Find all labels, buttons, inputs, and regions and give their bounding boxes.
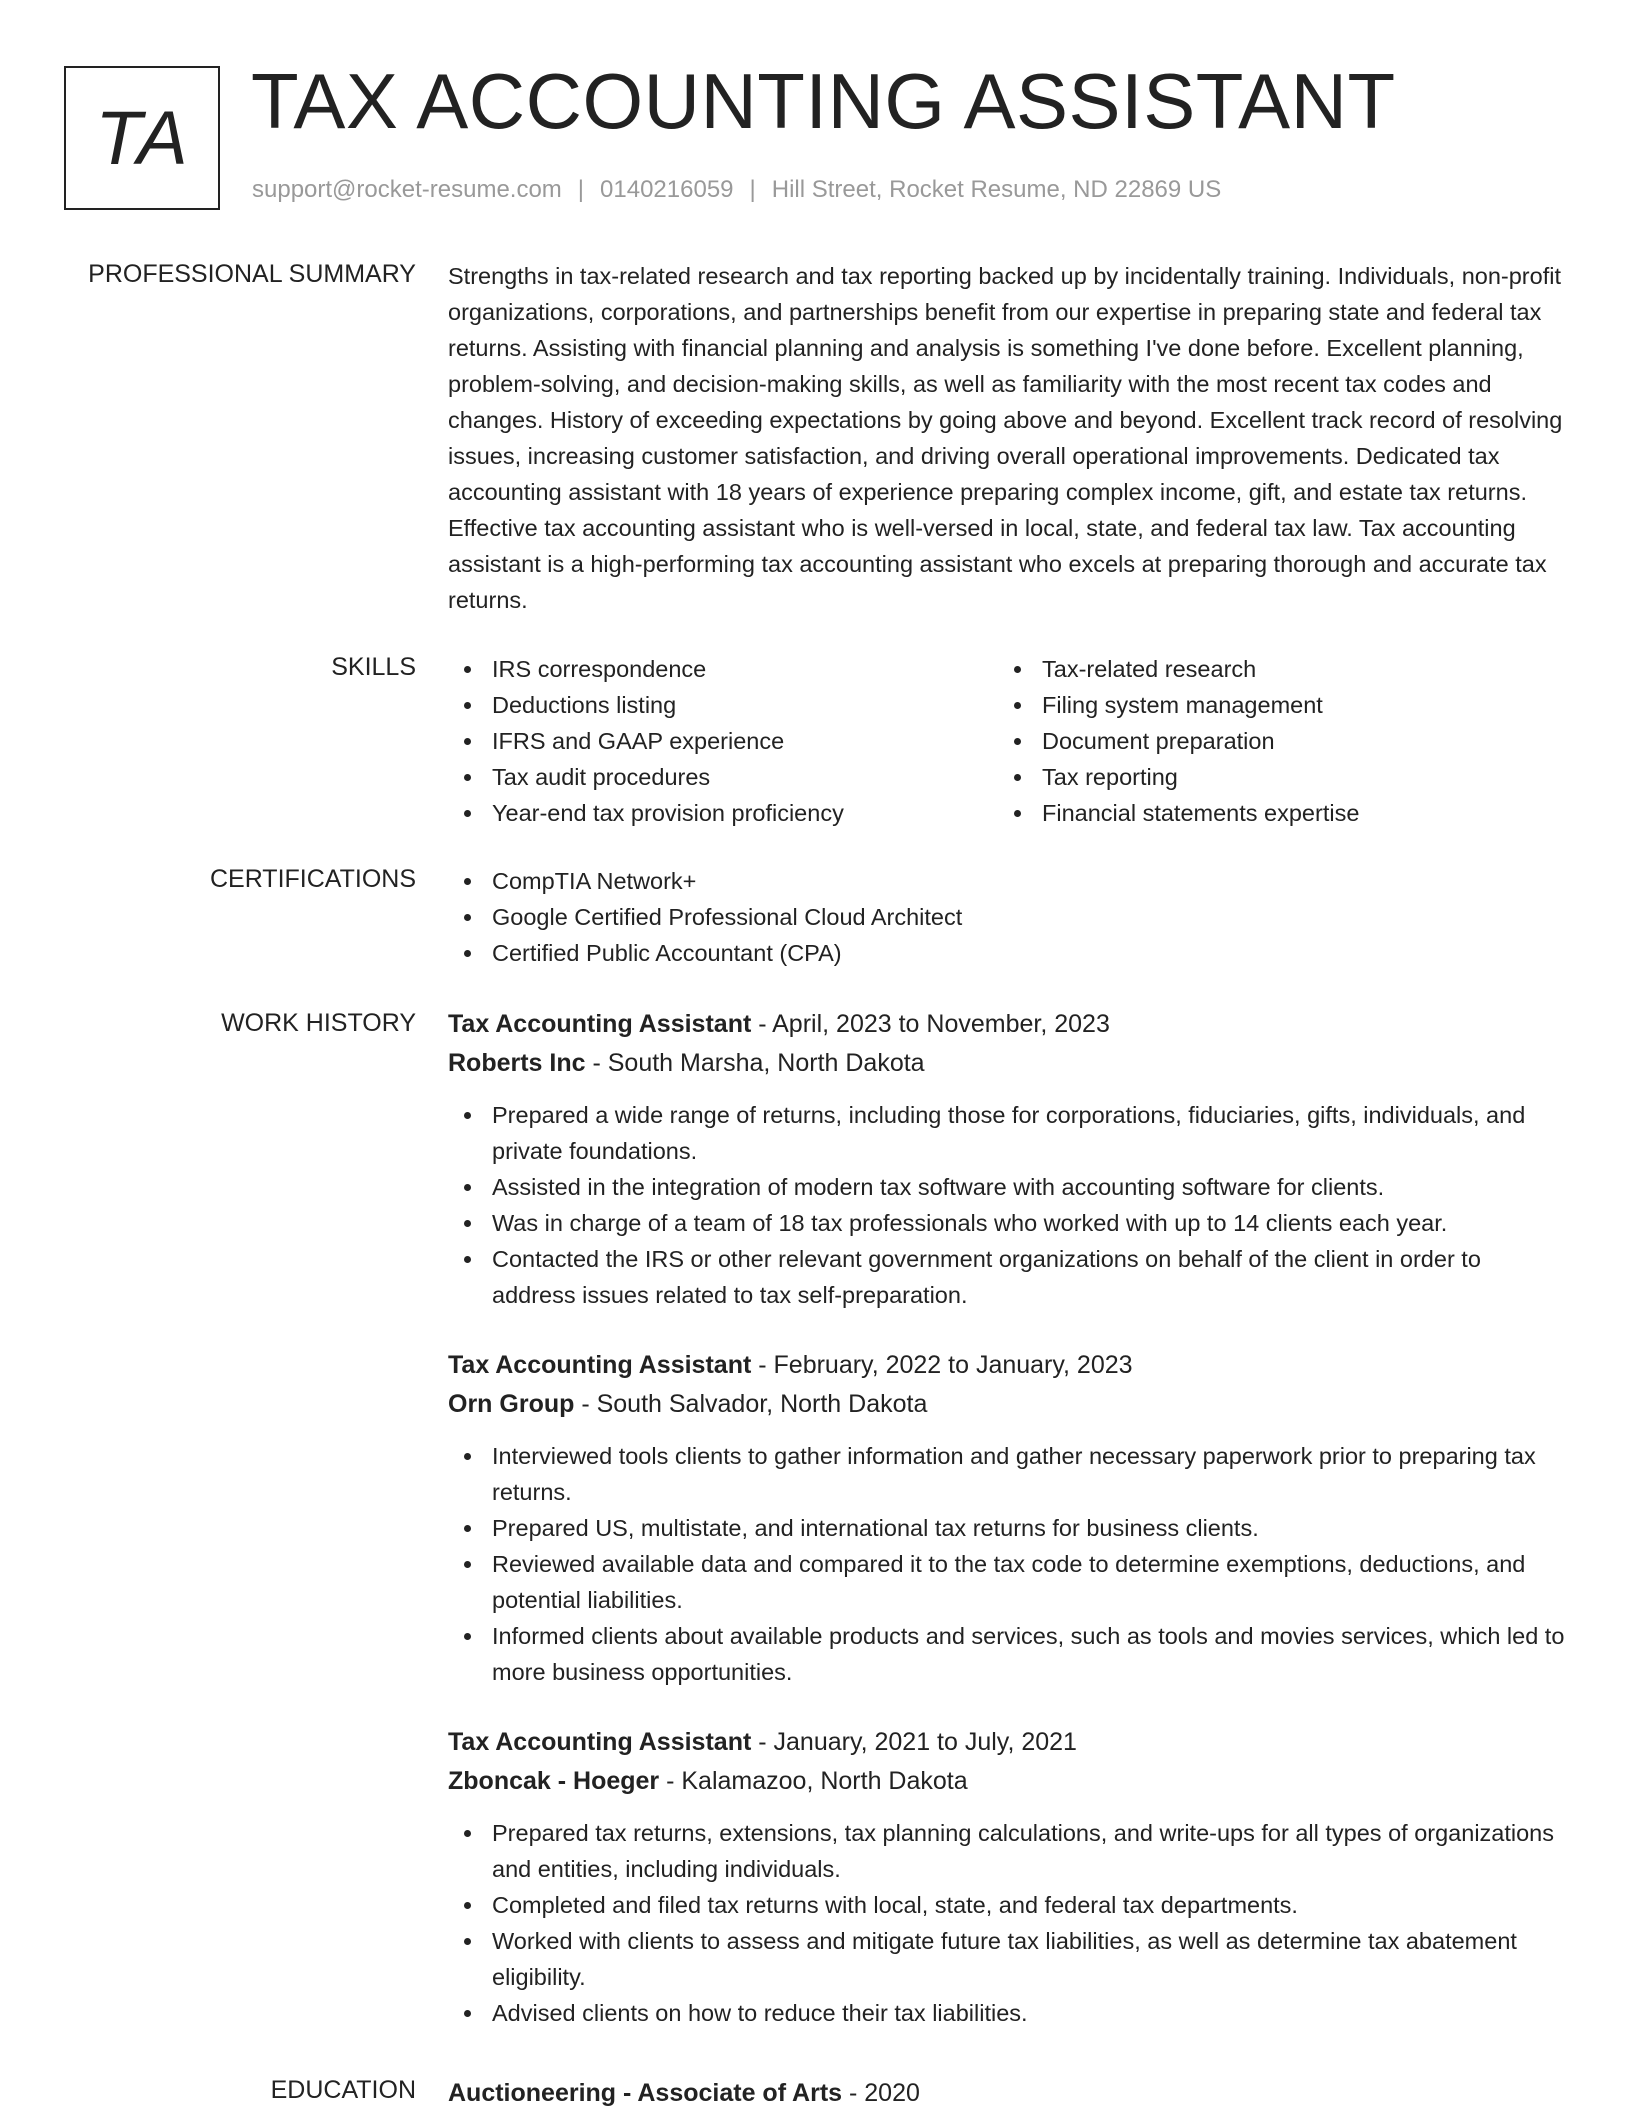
contact-line — [252, 176, 1221, 204]
list-item: Prepared US, multistate, and international tax returns for business clients. — [448, 1510, 1570, 1546]
job-entry — [448, 1346, 1570, 1690]
job-company-line — [448, 1044, 1570, 1083]
job-location: - Kalamazoo, North Dakota — [659, 1767, 968, 1795]
list-item: Google Certified Professional Cloud Architect — [448, 899, 1570, 935]
certifications-body — [448, 863, 1570, 971]
job-title: Tax Accounting Assistant — [448, 1728, 752, 1756]
list-item: Certified Public Accountant (CPA) — [448, 935, 1570, 971]
list-item: Tax-related research — [998, 651, 1548, 687]
section-heading-summary: PROFESSIONAL SUMMARY — [88, 260, 416, 288]
contact-separator: | — [577, 176, 585, 203]
job-company-line — [448, 1385, 1570, 1424]
section-heading-skills: SKILLS — [331, 653, 416, 681]
contact-separator: | — [749, 176, 756, 203]
list-item: Tax audit procedures — [448, 759, 998, 795]
job-location: - South Marsha, North Dakota — [585, 1049, 925, 1077]
job-title-line — [448, 1723, 1570, 1762]
list-item: Prepared a wide range of returns, including those for corporations, fiduciaries, gifts, individuals, and private foundations. — [448, 1097, 1570, 1169]
list-item: Informed clients about available products and services, such as tools and movies services, which led to more business opportunities. — [448, 1618, 1570, 1690]
work-history-body — [448, 1005, 1570, 2031]
education-degree: Auctioneering - Associate of Arts — [448, 2079, 843, 2107]
job-entry — [448, 1723, 1570, 2031]
list-item: Advised clients on how to reduce their tax liabilities. — [448, 1995, 1570, 2031]
contact-phone[interactable]: 0140216059 — [600, 176, 734, 203]
list-item: Contacted the IRS or other relevant government organizations on behalf of the client in order to address issues related to tax self-preparation. — [448, 1241, 1570, 1313]
job-title: Tax Accounting Assistant — [448, 1351, 752, 1379]
skills-list-left — [448, 651, 998, 831]
list-item: Financial statements expertise — [998, 795, 1548, 831]
list-item: IFRS and GAAP experience — [448, 723, 998, 759]
resume-title: TAX ACCOUNTING ASSISTANT — [251, 57, 1396, 145]
list-item: Document preparation — [998, 723, 1548, 759]
job-title-line — [448, 1005, 1570, 1044]
list-item: Deductions listing — [448, 687, 998, 723]
job-entry — [448, 1005, 1570, 1313]
list-item: Interviewed tools clients to gather information and gather necessary paperwork prior to preparing tax returns. — [448, 1438, 1570, 1510]
monogram-box — [64, 66, 220, 210]
skills-body — [448, 651, 1570, 831]
list-item: Tax reporting — [998, 759, 1548, 795]
list-item: CompTIA Network+ — [448, 863, 1570, 899]
section-heading-certifications: CERTIFICATIONS — [209, 865, 416, 893]
summary-text: Strengths in tax-related research and tax reporting backed up by incidentally training. Individuals, non-profit organizations, corporations, and partnerships benefit from our expertise in preparing state and federal tax returns. Assisting with financial planning and analysis is something I've done before. Excellent planning, problem-solving, and decision-making skills, as well as familiarity with the most recent tax codes and changes. History of exceeding expectations by going above and beyond. Excellent track record of resolving issues, increasing customer satisfaction, and driving overall operational improvements. Dedicated tax accounting assistant with 18 years of experience preparing complex income, gift, and estate tax returns. Effective tax accounting assistant who is well-versed in local, state, and federal tax law. Tax accounting assistant is a high-performing tax accounting assistant who excels at preparing thorough and accurate tax returns. — [448, 263, 1563, 613]
job-company-line — [448, 1762, 1570, 1801]
job-title-line — [448, 1346, 1570, 1385]
section-heading-work-history: WORK HISTORY — [221, 1009, 416, 1037]
job-company: Roberts Inc — [448, 1049, 586, 1077]
list-item: Prepared tax returns, extensions, tax planning calculations, and write-ups for all types of organizations and entities, including individuals. — [448, 1815, 1570, 1887]
job-company: Orn Group — [448, 1390, 575, 1418]
monogram-initials: TA — [95, 95, 189, 181]
skills-grid — [448, 651, 1570, 831]
education-year: - 2020 — [842, 2079, 920, 2107]
list-item: Year-end tax provision proficiency — [448, 795, 998, 831]
job-duties-list — [448, 1815, 1570, 2031]
list-item: Was in charge of a team of 18 tax professionals who worked with up to 14 clients each year. — [448, 1205, 1570, 1241]
job-duties-list — [448, 1097, 1570, 1313]
list-item: Completed and filed tax returns with local, state, and federal tax departments. — [448, 1887, 1570, 1923]
certifications-list — [448, 863, 1570, 971]
list-item: Assisted in the integration of modern tax software with accounting software for clients. — [448, 1169, 1570, 1205]
list-item: Filing system management — [998, 687, 1548, 723]
contact-address: Hill Street, Rocket Resume, ND 22869 US — [771, 176, 1222, 203]
section-heading-education: EDUCATION — [270, 2076, 416, 2104]
list-item: Worked with clients to assess and mitigate future tax liabilities, as well as determine tax abatement eligibility. — [448, 1923, 1570, 1995]
job-title: Tax Accounting Assistant — [448, 1010, 752, 1038]
job-dates: - April, 2023 to November, 2023 — [751, 1010, 1110, 1038]
job-location: - South Salvador, North Dakota — [574, 1390, 928, 1418]
job-dates: - February, 2022 to January, 2023 — [751, 1351, 1133, 1379]
list-item: Reviewed available data and compared it to the tax code to determine exemptions, deductions, and potential liabilities. — [448, 1546, 1570, 1618]
job-duties-list — [448, 1438, 1570, 1690]
summary-body — [448, 258, 1570, 618]
education-entry — [448, 2074, 1570, 2112]
skills-list-right — [998, 651, 1548, 831]
contact-email[interactable]: support@rocket-resume.com — [252, 176, 562, 203]
job-dates: - January, 2021 to July, 2021 — [751, 1728, 1077, 1756]
job-company: Zboncak - Hoeger — [448, 1767, 660, 1795]
education-body — [448, 2074, 1570, 2112]
list-item: IRS correspondence — [448, 651, 998, 687]
